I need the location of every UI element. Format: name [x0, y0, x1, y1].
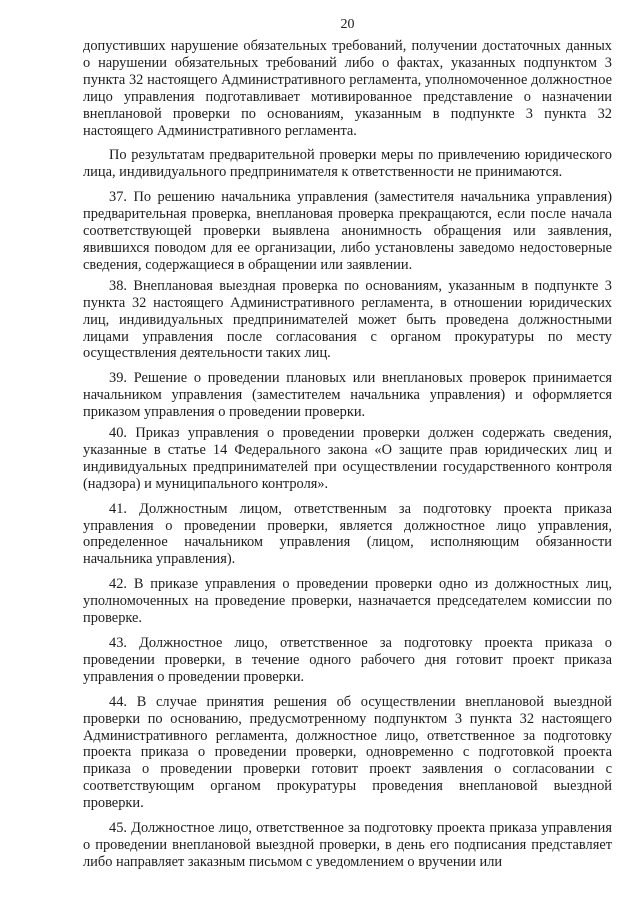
page-number: 20 [340, 17, 355, 32]
paragraph-40: 40. Приказ управления о проведении проверки должен содержать сведения, указанные в статье 14 Федерального закона «О защите прав юридических лиц и индивидуальных предпринимателей при осуществлении государственного контроля (надзора) и муниципального контроля». [83, 425, 612, 492]
paragraph-38: 38. Внеплановая выездная проверка по основаниям, указанным в подпункте 3 пункта 32 настоящего Административного регламента, в отношении юридических лиц, индивидуальных предпринимателей может быть проведена должностными лицами управления после согласования с органом прокуратуры по месту осуществления деятельности таких лиц. [83, 277, 612, 362]
paragraph-44: 44. В случае принятия решения об осуществлении внеплановой выездной проверки по основанию, предусмотренному подпунктом 3 пункта 32 настоящего Административного регламента, должностное лицо, ответственное за подготовку проекта приказа о проведении проверки, одновременно с подготовкой проекта приказа о проведении проверки готовит проект заявления о согласовании с соответствующим органом прокуратуры проведения внеплановой выездной проверки. [83, 693, 612, 812]
paragraph-results: По результатам предварительной проверки меры по привлечению юридического лица, индивидуального предпринимателя к ответственности не принимаются. [83, 147, 612, 181]
paragraph-41: 41. Должностным лицом, ответственным за подготовку проекта приказа управления о проведении проверки, является должностное лицо управления, определенное начальником управления (лицом, исполняющим обязанности начальника управления). [83, 500, 612, 568]
paragraph-continuation: допустивших нарушение обязательных требований, получении достаточных данных о нарушении обязательных требований либо о фактах, указанных подпунктом 3 пункта 32 настоящего Административного регламента, уполномоченное должностное лицо управления подготавливает мотивированное представление о назначении внеплановой проверки по основаниям, указанным в подпункте 3 пункта 32 настоящего Административного регламента. [83, 38, 612, 139]
paragraph-42: 42. В приказе управления о проведении проверки одно из должностных лиц, уполномоченных на проведение проверки, назначается председателем комиссии по проверке. [83, 576, 612, 627]
paragraph-37: 37. По решению начальника управления (заместителя начальника управления) предварительная проверка, внеплановая проверка прекращаются, если после начала соответствующей проверки выявлена анонимность обращения или заявления, явившихся поводом для ее организации, либо установлены заведомо недостоверные сведения, содержащиеся в обращении или заявлении. [83, 189, 612, 273]
paragraph-43: 43. Должностное лицо, ответственное за подготовку проекта приказа о проведении проверки, в течение одного рабочего дня готовит проект приказа управления о проведении проверки. [83, 635, 612, 685]
paragraph-39: 39. Решение о проведении плановых или внеплановых проверок принимается начальником управления (заместителем начальника управления) и оформляется приказом управления о проведении проверки. [83, 370, 612, 421]
paragraph-45: 45. Должностное лицо, ответственное за подготовку проекта приказа управления о проведении внеплановой выездной проверки, в день его подписания представляет либо направляет заказным письмом с уведомлением о вручении или [83, 820, 612, 870]
